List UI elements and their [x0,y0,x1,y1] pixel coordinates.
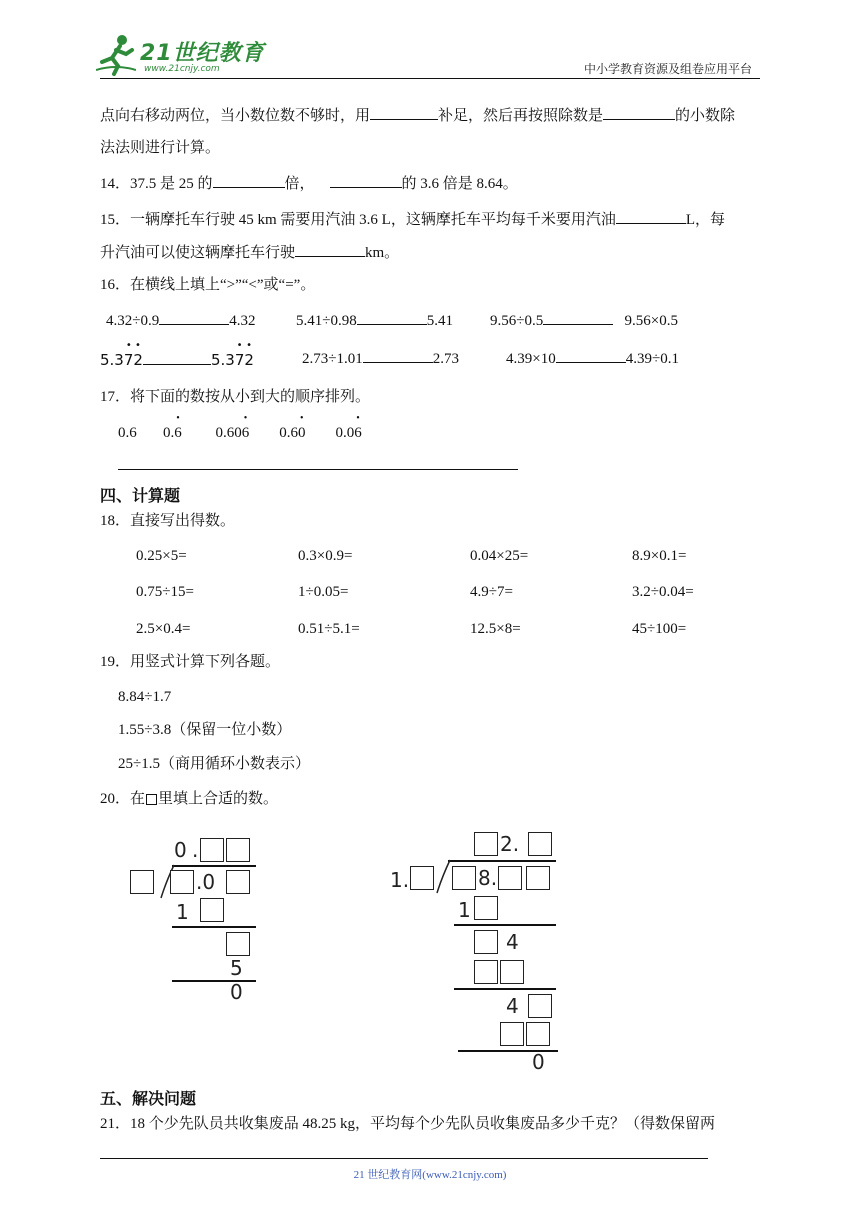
digit-box[interactable] [200,898,224,922]
platform-name: 中小学教育资源及组卷应用平台 [583,62,752,76]
repeating-digit: • 2 [244,340,254,369]
digit-box[interactable] [500,960,524,984]
q20-stem: 20．在 里填上合适的数。 [100,791,279,807]
q16-row2-a: 5.3 • • 72 5.3 • 7 • 2 [100,340,254,369]
q21: 21．18 个少先队员共收集废品 48.25 kg，平均每个少先队员收集废品多少千克？（得数保留两 [100,1116,716,1132]
q17-numbers: 0.6 0. • 6 0.60 • 6 0.6 • 0 0.0 • 6 [118,413,362,441]
q18-cell: 1÷0.05= [298,584,349,600]
digit-box[interactable] [498,866,522,890]
q18-cell: 4.9÷7= [470,584,513,600]
digit-box[interactable] [226,870,250,894]
q19-stem: 19．用竖式计算下列各题。 [100,654,281,670]
digit-box[interactable] [200,838,224,862]
repeating-digit: • 7 [234,340,245,369]
q14: 14．37.5 是 25 的 倍， 的 3.6 倍是 8.64。 [100,173,518,194]
q19-item: 8.84÷1.7 [118,689,172,705]
q17-answer-line[interactable] [118,469,518,470]
digit-box[interactable] [130,870,154,894]
digit-box[interactable] [474,832,498,856]
repeating-digits: • • 72 [123,340,143,369]
q18-stem: 18．直接写出得数。 [100,513,236,529]
compare-blank[interactable] [159,310,229,325]
q13-line2: 法法则进行计算。 [100,140,221,156]
digit-box[interactable] [474,896,498,920]
q18-cell: 8.9×0.1= [632,548,687,564]
header-rule [100,78,760,79]
digit-box[interactable] [226,838,250,862]
q16-row2-c: 4.39×10 4.39÷0.1 [506,348,679,369]
q18-cell: 3.2÷0.04= [632,584,694,600]
answer-blank[interactable] [370,105,438,120]
q18-cell: 0.04×25= [470,548,529,564]
q16-row1-c: 9.56÷0.5 9.56×0.5 [490,310,678,331]
compare-blank[interactable] [143,350,211,365]
logo-url: www.21cnjy.com [144,64,220,74]
runner-logo-icon [96,34,136,76]
digit-box[interactable] [226,932,250,956]
digit-box[interactable] [500,1022,524,1046]
digit-box[interactable] [526,866,550,890]
q19-item: 25÷1.5（商用循环小数表示） [118,756,310,772]
q18-cell: 0.75÷15= [136,584,194,600]
q16-stem: 16．在横线上填上“>”“<”或“=”。 [100,277,316,293]
q15-line1: 15．一辆摩托车行驶 45 km 需要用汽油 3.6 L，这辆摩托车平均每千米要用汽油 L，每 [100,209,725,230]
small-box-icon [146,794,157,805]
q16-row2-b: 2.73÷1.01 2.73 [302,348,459,369]
section-title-5: 五、解决问题 [100,1089,197,1108]
q19-item: 1.55÷3.8（保留一位小数） [118,722,292,738]
digit-box[interactable] [170,870,194,894]
digit-box[interactable] [410,866,434,890]
q16-row1-a: 4.32÷0.9 4.32 [106,310,255,331]
q18-cell: 0.3×0.9= [298,548,353,564]
answer-blank[interactable] [213,173,285,188]
q13-line1: 点向右移动两位，当小数位数不够时，用 补足，然后再按照除数是 的小数除 [100,105,735,126]
logo-text: 21世纪教育 [140,41,265,66]
q16-row1-b: 5.41÷0.98 5.41 [296,310,453,331]
answer-blank[interactable] [295,242,365,257]
q18-cell: 0.51÷5.1= [298,621,360,637]
division-figure-right: 2. 1. 8. 1 4 4 0 [386,826,576,1076]
q18-cell: 0.25×5= [136,548,187,564]
digit-box[interactable] [526,1022,550,1046]
answer-blank[interactable] [330,173,402,188]
footer-text: 21 世纪教育网(www.21cnjy.com) [353,1169,507,1181]
q18-cell: 45÷100= [632,621,687,637]
section-title-4: 四、计算题 [100,486,181,505]
compare-blank[interactable] [363,348,433,363]
digit-box[interactable] [474,960,498,984]
q15-line2: 升汽油可以使这辆摩托车行驶 km。 [100,242,399,263]
digit-box[interactable] [528,832,552,856]
digit-box[interactable] [452,866,476,890]
q17-stem: 17．将下面的数按从小到大的顺序排列。 [100,389,371,405]
compare-blank[interactable] [556,348,626,363]
answer-blank[interactable] [616,209,686,224]
compare-blank[interactable] [543,310,613,325]
digit-box[interactable] [474,930,498,954]
logo [96,34,266,80]
q18-cell: 2.5×0.4= [136,621,191,637]
division-bracket-icon [436,859,452,895]
division-figure-left: 0 . .0 1 5 0 [120,830,270,1000]
answer-blank[interactable] [603,105,675,120]
q18-cell: 12.5×8= [470,621,521,637]
compare-blank[interactable] [357,310,427,325]
footer-rule [100,1158,708,1159]
digit-box[interactable] [528,994,552,1018]
